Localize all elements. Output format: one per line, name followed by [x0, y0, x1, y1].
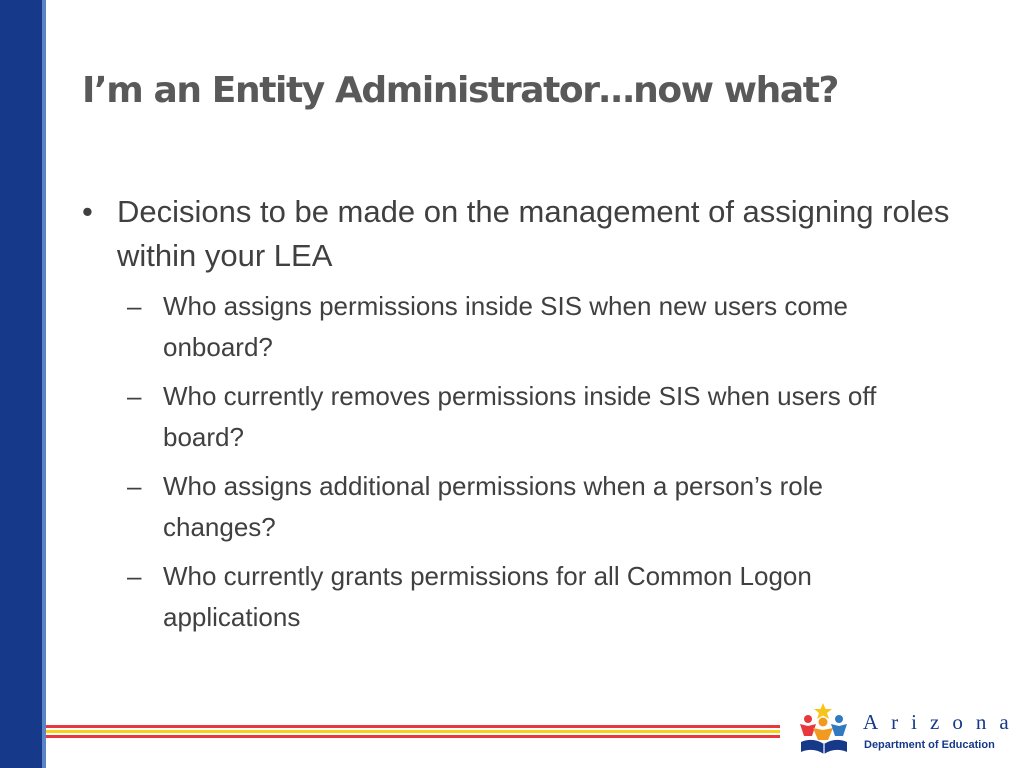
left-accent-bar-edge	[42, 0, 46, 768]
sub-bullet-item	[80, 466, 933, 548]
children-book-icon	[797, 702, 859, 758]
footer-stripe-red	[46, 725, 780, 728]
sub-bullet-text: Who currently grants permissions for all Common Logon applications	[163, 561, 812, 632]
bullet-text: Decisions to be made on the management of assigning roles within your LEA	[117, 194, 950, 273]
sub-bullet-item	[80, 286, 933, 368]
dash-marker: –	[127, 561, 142, 591]
footer-stripe-red-lower	[46, 735, 780, 738]
bullet-item	[80, 190, 960, 278]
sub-bullet-list	[80, 286, 960, 638]
sub-bullet-item	[80, 376, 933, 458]
left-accent-bar	[0, 0, 42, 768]
sub-bullet-text: Who currently removes permissions inside SIS when users off board?	[163, 381, 877, 452]
sub-bullet-text: Who assigns additional permissions when a person’s role changes?	[163, 471, 823, 542]
dash-marker: –	[127, 381, 142, 411]
dash-marker: –	[127, 471, 142, 501]
footer-stripe-yellow	[46, 730, 780, 733]
bullet-marker: •	[82, 194, 93, 229]
logo-subtitle: Department of Education	[864, 739, 995, 751]
sub-bullet-text: Who assigns permissions inside SIS when new users come onboard?	[163, 291, 848, 362]
dash-marker: –	[127, 291, 142, 321]
slide-title: I’m an Entity Administrator…now what?	[82, 70, 839, 111]
sub-bullet-item	[80, 556, 933, 638]
slide-body	[80, 190, 960, 646]
ade-logo	[797, 700, 1022, 760]
logo-wordmark: Arizona	[863, 710, 1022, 734]
